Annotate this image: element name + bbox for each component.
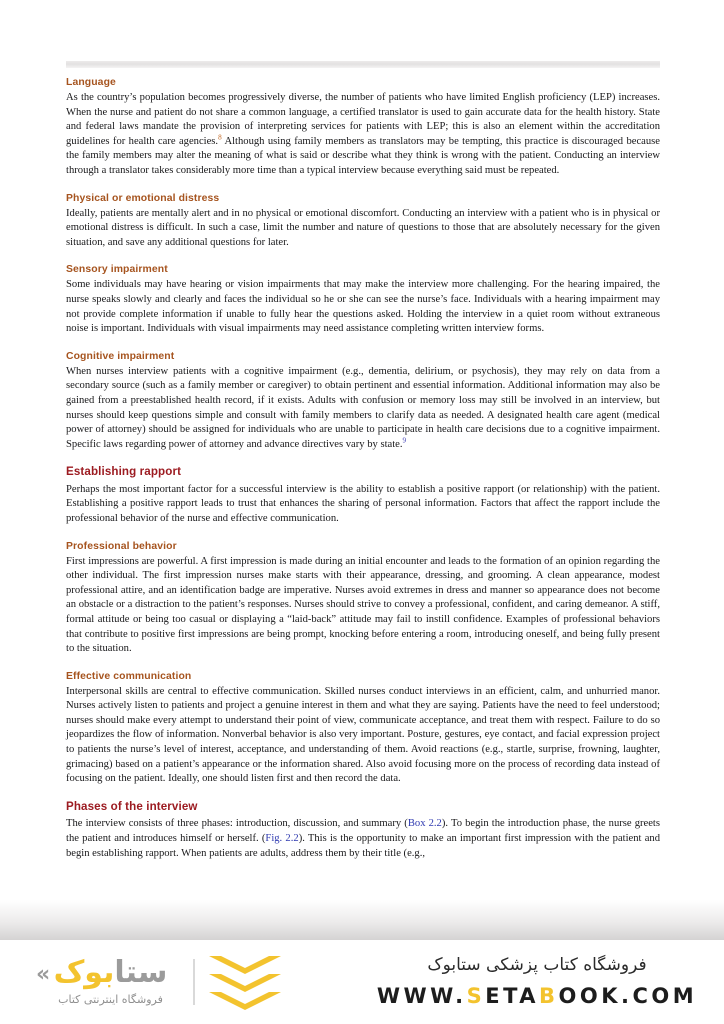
cross-reference-fig-2-2[interactable]: Fig. 2.2	[265, 832, 299, 844]
phases-text-2: ). To begin the introduction phase, the nurse greets the patient and introduces himself or herself. (	[66, 818, 660, 844]
watermark-footer-inner	[0, 940, 724, 1024]
sub-heading-cognitive-impairment: Cognitive impairment	[66, 350, 175, 362]
section-professional-behavior	[66, 540, 660, 657]
paragraph-cognitive-impairment	[66, 365, 660, 453]
watermark-footer	[0, 940, 724, 1024]
paragraph-sensory-impairment: Some individuals may have hearing or vision impairments that may make the interview more challenging. For the hearing impaired, the nurse speaks slowly and clearly and faces the individual so he or she can see the nurse’s face. Individuals with a hearing impairment may not provide complete information if unable to fully hear the questions asked. Holding the interview in a quiet room without extraneous noise is important. Individuals with visual impairments may need assistance completing written interview forms.	[66, 279, 660, 335]
sub-heading-sensory-impairment: Sensory impairment	[66, 264, 168, 276]
phases-text-3: ). This is the opportunity to make an important first impression with the patient and begin establishing rapport. When patients are adults, address them by their title (e.g.,	[66, 832, 661, 859]
paragraph-language-text-pre: As the country’s population becomes progressively diverse, the number of patients who have limited English proficiency (LEP) increases. When the nurse and patient do not share a common language, a certified translator is used to gain accurate data for the health history. State and federal laws mandate the provision of interpreting services for patients with LEP; this is also an element within the accreditation guidelines for health care agencies.	[66, 92, 660, 147]
url-suffix: OOK.COM	[558, 984, 698, 1008]
setabook-logo-text-gray: ستا	[114, 955, 168, 990]
watermark-tagline-persian: فروشگاه کتاب پزشکی ستابوک	[427, 955, 647, 975]
paragraph-effective-communication: Interpersonal skills are central to effective communication. Skilled nurses conduct interviews in an efficient, calm, and unhurried manor. Nurses actively listen to patients and project a genuine interest in them and what they are saying. Patients have the need to feel understood; nurses should make every attempt to understand their point of view, communicate acceptance, and treat them with respect. Failure to do so jeopardizes the flow of information. Nonverbal behavior is also very important. Posture, gestures, eye contact, and facial expression project to patients the nurse’s level of interest, acceptance, and understanding of them. Avoid reactions (e.g., startle, surprise, frowning, laughter, grimacing) based on a patient’s appearance or the information shared. Also avoid focusing more on the process of recording data instead of focusing on the patient. Ideally, one should listen first and then record the data.	[66, 685, 660, 785]
url-letter-s: S	[466, 984, 486, 1008]
reference-marker-8: 8	[218, 133, 222, 142]
chevron-shape-top	[209, 956, 281, 972]
section-language	[66, 76, 660, 179]
url-letters-eta: ETA	[485, 984, 540, 1008]
paragraph-establishing-rapport: Perhaps the most important factor for a successful interview is the ability to establish a positive rapport (or relationship) with the patient. Establishing a positive rapport leads to trust that enhances the sharing of personal information. Factors that affect the rapport include the professional behavior of the nurse and effective communication.	[66, 483, 660, 524]
url-letter-b: B	[539, 984, 559, 1008]
chevron-shape-bottom	[209, 992, 281, 1008]
section-effective-communication	[66, 670, 660, 787]
section-heading-establishing-rapport: Establishing rapport	[66, 465, 182, 479]
setabook-logo-text-yellow: بوک	[53, 955, 115, 990]
section-cognitive-impairment	[66, 350, 660, 453]
watermark-website-url[interactable]	[372, 981, 702, 1011]
paragraph-physical-or-emotional-distress: Ideally, patients are mentally alert and in no physical or emotional discomfort. Conducting an interview with a patient who is in physical or emotional distress is difficult. In such a case, limit the number and nature of questions to those that are absolutely necessary for the given situation, and save any additional questions for later.	[66, 207, 660, 248]
setabook-logo-tagline: فروشگاه اینترنتی کتاب	[58, 993, 163, 1006]
url-prefix: WWW.	[376, 984, 467, 1008]
page-bottom-shadow	[0, 900, 724, 940]
section-establishing-rapport	[66, 465, 660, 526]
paragraph-language-text-post: Although using family members as translators may be tempting, this practice is discouraged because the family members may alter the meaning of what is said or describe what they think is wrong with the patient. Conducting an interview through a translator takes considerably more time than a typical interview because everything said must be repeated.	[66, 135, 660, 176]
page-top-rule	[66, 61, 660, 68]
watermark-text-group	[372, 952, 702, 1011]
paragraph-professional-behavior: First impressions are powerful. A first impression is made during an initial encounter and leads to the formation of an opinion regarding the other individual. The first impression nurses make starts with their appearance, dressing, and grooming. A clean appearance, modest professional attire, and an identification badge are imperative. Nurses avoid extremes in dress and manner so appearance does not become an obstacle or a distraction to the patient’s responses. Nurses should strive to convey a professional, confident, and caring demeanor. A stiff, formal attitude or being too casual or displaying a “laid-back” attitude may fail to instill confidence. Examples of professional behaviors that contribute to positive first impressions are being prompt, knocking before entering a room, introducing oneself, and being fully present to the situation.	[66, 555, 660, 655]
section-sensory-impairment	[66, 263, 660, 336]
phases-text-1: The interview consists of three phases: introduction, discussion, and summary (	[66, 818, 408, 830]
logo-divider	[193, 959, 195, 1005]
page-content-column	[66, 76, 660, 873]
reference-marker-9: 9	[402, 436, 407, 445]
section-physical-or-emotional-distress	[66, 192, 660, 251]
sub-heading-language: Language	[66, 77, 116, 88]
cross-reference-box-2-2[interactable]: Box 2.2	[407, 818, 442, 830]
chevron-shape-middle	[209, 974, 281, 990]
setabook-logo-text	[38, 954, 183, 992]
double-chevron-left-icon: «	[36, 962, 51, 987]
paragraph-phases-of-the-interview	[66, 817, 660, 861]
sub-heading-professional-behavior: Professional behavior	[66, 540, 177, 552]
setabook-logo-group	[38, 948, 348, 1016]
setabook-wordmark	[38, 952, 183, 1012]
paragraph-language	[66, 91, 660, 179]
paragraph-cognitive-impairment-text: When nurses interview patients with a cognitive impairment (e.g., dementia, delirium, or psychosis), they may rely on data from a secondary source (such as a family member or caregiver) to obtain pertinent and essential information. Additional information may also be gained from a preestablished health record, if it exists. Adults with confusion or memory loss may still be involved in an interview, but nurses should keep questions simple and consult with family members to clarify data as needed. A designated health care agent (medical power of attorney) should be assigned for individuals who are unable to participate in health care decisions due to a cognitive impairment. Specific laws regarding power of attorney and advance directives vary by state.	[66, 365, 660, 450]
section-phases-of-the-interview	[66, 800, 660, 861]
section-heading-phases-of-the-interview: Phases of the interview	[66, 799, 198, 813]
setabook-chevron-mark-icon	[209, 954, 281, 1010]
sub-heading-physical-or-emotional-distress: Physical or emotional distress	[66, 192, 220, 204]
sub-heading-effective-communication: Effective communication	[66, 670, 192, 682]
